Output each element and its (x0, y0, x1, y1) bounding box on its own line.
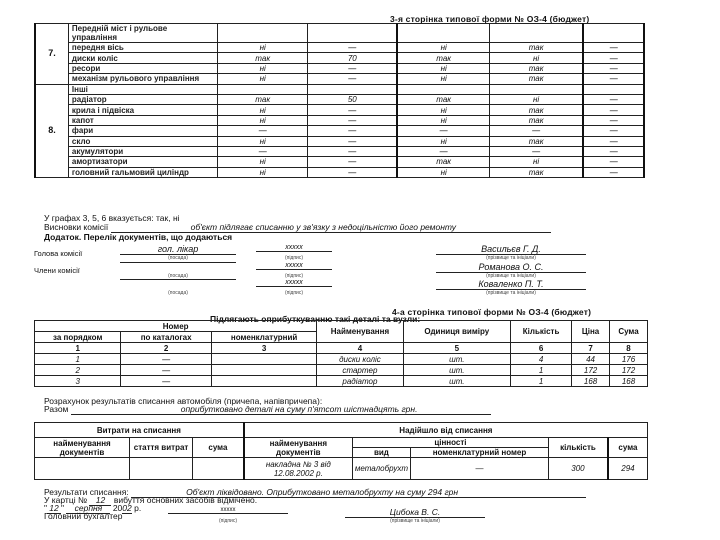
parts-row (35, 376, 648, 387)
inc-nomen-header: номенклатурний номер (410, 448, 548, 458)
component-cell-c1: ні (218, 43, 308, 53)
col-header-sum: Сума (610, 321, 648, 343)
total-label: Разом (44, 404, 69, 414)
component-name: диски коліс (68, 53, 217, 63)
card-prefix: У картці № (44, 495, 88, 505)
disposal-row (35, 458, 648, 480)
component-cell-c4: так (489, 115, 583, 125)
component-cell-c4: так (489, 74, 583, 84)
col-number: 8 (610, 343, 648, 354)
component-name: радіатор (68, 94, 217, 104)
components-table (34, 23, 645, 178)
component-cell-c5: — (583, 53, 644, 63)
component-cell-c1: ні (218, 74, 308, 84)
exp-doc-header: найменування документів (35, 438, 130, 458)
component-cell-c4: так (489, 63, 583, 73)
inc-kind-header: вид (352, 448, 410, 458)
component-cell-c5: — (583, 94, 644, 104)
col-header-order: за порядком (35, 332, 121, 343)
component-name: Передній міст і рульове управління (68, 24, 217, 43)
parts-cell: 172 (572, 365, 610, 376)
component-cell-c4: так (489, 136, 583, 146)
card-suffix: вибуття основних засобів відмічено. (113, 495, 258, 505)
col-header-nomen: номенклатурний (211, 332, 316, 343)
col-number: 5 (403, 343, 510, 354)
component-cell-c4: ні (489, 157, 583, 167)
component-name: механізм рульового управління (68, 74, 217, 84)
parts-row (35, 365, 648, 376)
disposal-table (34, 422, 648, 480)
component-cell-c5 (583, 84, 644, 94)
component-row (35, 24, 644, 43)
col-number: 6 (511, 343, 572, 354)
parts-cell: — (121, 354, 212, 365)
component-cell-c2: — (308, 105, 398, 115)
inc-kind-cell: металобрухт (352, 458, 410, 480)
component-cell-c2 (308, 84, 398, 94)
signature-position-caption: (посада) (168, 273, 188, 279)
calc-label: Розрахунок результатів списання автомобіля (причепа, напівпричепа): (44, 396, 323, 406)
signature-name: Романова О. С. (436, 262, 586, 273)
component-cell-c3: ні (397, 74, 489, 84)
component-cell-c2: — (308, 63, 398, 73)
component-row (35, 84, 644, 94)
date-day: 12 (47, 503, 61, 514)
col-number: 1 (35, 343, 121, 354)
total-value: оприбутковано деталі на суму п'ятсот шістнадцять грн. (71, 404, 491, 415)
exp-article-cell (130, 458, 193, 480)
component-cell-c2: — (308, 115, 398, 125)
signature-sign: xxxxx (256, 279, 332, 287)
component-cell-c2: — (308, 43, 398, 53)
col-number: 2 (121, 343, 212, 354)
inc-nomen-cell: — (410, 458, 548, 480)
col-header-name: Найменування (317, 321, 403, 343)
date-year-prefix: 20 (112, 503, 123, 513)
component-row (35, 146, 644, 156)
component-cell-c1 (218, 84, 308, 94)
inc-doc-header: найменування документів (244, 438, 353, 458)
signature-position-caption: (посада) (168, 255, 188, 261)
component-cell-c5: — (583, 126, 644, 136)
exp-article-header: стаття витрат (130, 438, 193, 458)
component-name: фари (68, 126, 217, 136)
component-name: акумулятори (68, 146, 217, 156)
note-text: У графах 3, 5, 6 вказується: так, ні (44, 213, 180, 223)
conclusion-label: Висновки комісії (44, 222, 109, 232)
expenses-header: Витрати на списання (35, 423, 244, 438)
col-number: 7 (572, 343, 610, 354)
inc-qty-cell: 300 (548, 458, 607, 480)
component-cell-c3: ні (397, 105, 489, 115)
component-cell-c3 (397, 84, 489, 94)
component-cell-c5: — (583, 167, 644, 177)
component-row (35, 157, 644, 167)
component-cell-c3: так (397, 94, 489, 104)
parts-row (35, 354, 648, 365)
inc-qty-header: кількість (548, 438, 607, 458)
component-name: ресори (68, 63, 217, 73)
component-cell-c4: ні (489, 53, 583, 63)
component-cell-c4: ні (489, 94, 583, 104)
component-cell-c4: так (489, 43, 583, 53)
component-cell-c3: ні (397, 115, 489, 125)
component-cell-c5: — (583, 105, 644, 115)
members-label: Члени комісії (34, 266, 80, 275)
component-row (35, 136, 644, 146)
component-cell-c3 (397, 24, 489, 43)
conclusion-value: об'єкт підлягає списанню у зв'язку з недоцільністю його ремонту (111, 222, 551, 233)
component-cell-c2: — (308, 74, 398, 84)
component-name: головний гальмовий циліндр (68, 167, 217, 177)
parts-cell: шт. (403, 376, 510, 387)
component-cell-c3: — (397, 126, 489, 136)
parts-cell: — (121, 376, 212, 387)
component-cell-c4: так (489, 167, 583, 177)
component-cell-c2: — (308, 136, 398, 146)
parts-cell: шт. (403, 354, 510, 365)
signature-name-caption: (прізвище та ініціали) (486, 255, 536, 261)
results-label: Результати списання: (44, 487, 129, 497)
parts-cell: 2 (35, 365, 121, 376)
number-header: Номер (35, 321, 317, 332)
parts-cell (211, 365, 316, 376)
component-cell-c3: ні (397, 63, 489, 73)
component-row (35, 105, 644, 115)
signature-position: гол. лікар (120, 244, 236, 255)
signature-name-caption: (прізвище та ініціали) (486, 273, 536, 279)
col-header-unit: Одиниця виміру (403, 321, 510, 343)
component-row (35, 94, 644, 104)
group-number: 8. (35, 84, 68, 178)
accountant-name: Цибока В. С. (345, 507, 485, 518)
component-cell-c1: ні (218, 105, 308, 115)
component-cell-c1: — (218, 126, 308, 136)
component-cell-c5: — (583, 115, 644, 125)
component-row (35, 115, 644, 125)
component-cell-c4: — (489, 126, 583, 136)
page3-header: 3-я сторінка типової форми № ОЗ-4 (бюджет) (390, 14, 590, 24)
parts-cell: диски коліс (317, 354, 403, 365)
parts-cell: 4 (511, 354, 572, 365)
component-name: капот (68, 115, 217, 125)
values-header: цінності (352, 438, 548, 448)
total-row (44, 404, 491, 415)
results-value: Об'єкт ліквідовано. Оприбутковано металобрухту на суму 294 грн (131, 487, 586, 498)
date-year-suffix: 02 (122, 503, 132, 513)
component-cell-c4: — (489, 146, 583, 156)
component-cell-c2: — (308, 146, 398, 156)
attachment-text: Додаток. Перелік документів, що додаються (44, 232, 233, 242)
col-header-qty: Кількість (511, 321, 572, 343)
parts-cell: — (121, 365, 212, 376)
exp-sum-header: сума (193, 438, 244, 458)
date-month: серпня (66, 503, 110, 514)
card-number: 12 (89, 495, 111, 506)
accountant-label: Головний бухгалтер (44, 511, 123, 521)
accountant-sign: xxxxx (168, 507, 288, 514)
inc-sum-cell: 294 (608, 458, 648, 480)
component-cell-c2: 50 (308, 94, 398, 104)
component-cell-c3: ні (397, 43, 489, 53)
component-cell-c2: — (308, 157, 398, 167)
component-cell-c1: ні (218, 115, 308, 125)
group-number: 7. (35, 24, 68, 85)
component-cell-c3: так (397, 157, 489, 167)
parts-cell: 168 (572, 376, 610, 387)
component-row (35, 63, 644, 73)
component-row (35, 167, 644, 177)
col-number: 3 (211, 343, 316, 354)
component-row (35, 53, 644, 63)
component-cell-c5: — (583, 43, 644, 53)
component-name: крила і підвіска (68, 105, 217, 115)
parts-cell: шт. (403, 365, 510, 376)
component-cell-c1: ні (218, 136, 308, 146)
signature-sign-caption: (підпис) (284, 255, 304, 261)
component-cell-c1: ні (218, 63, 308, 73)
parts-cell: 172 (610, 365, 648, 376)
component-name: Інші (68, 84, 217, 94)
parts-table (34, 320, 648, 387)
component-cell-c1: ні (218, 157, 308, 167)
inc-sum-header: сума (608, 438, 648, 458)
component-cell-c3: так (397, 53, 489, 63)
col-number: 4 (317, 343, 403, 354)
component-cell-c1: — (218, 146, 308, 156)
signature-sign: xxxxx (256, 262, 332, 270)
component-cell-c3: — (397, 146, 489, 156)
parts-cell: 3 (35, 376, 121, 387)
component-cell-c4: так (489, 105, 583, 115)
component-cell-c5 (583, 24, 644, 43)
signature-name: Васильєв Г. Д. (436, 244, 586, 255)
date-year-unit: р. (134, 503, 142, 513)
parts-cell: 44 (572, 354, 610, 365)
component-cell-c1: так (218, 94, 308, 104)
parts-cell: 1 (35, 354, 121, 365)
component-cell-c1: так (218, 53, 308, 63)
signature-name-caption: (прізвище та ініціали) (486, 290, 536, 296)
component-row (35, 126, 644, 136)
exp-sum-cell (193, 458, 244, 480)
parts-cell: 1 (511, 365, 572, 376)
component-cell-c4 (489, 24, 583, 43)
component-cell-c5: — (583, 136, 644, 146)
parts-cell: 168 (610, 376, 648, 387)
accountant-name-caption: (прізвище та ініціали) (390, 518, 440, 524)
component-name: передня вісь (68, 43, 217, 53)
component-cell-c5: — (583, 74, 644, 84)
component-cell-c2 (308, 24, 398, 43)
parts-cell: стартер (317, 365, 403, 376)
component-cell-c1 (218, 24, 308, 43)
component-row (35, 43, 644, 53)
parts-cell: 176 (610, 354, 648, 365)
signature-position (120, 279, 236, 280)
accountant-sign-caption: (підпис) (218, 518, 238, 524)
component-name: скло (68, 136, 217, 146)
signature-position (120, 262, 236, 263)
income-header: Надійшло від списання (244, 423, 648, 438)
parts-cell (211, 376, 316, 387)
signature-sign: xxxxx (256, 244, 332, 252)
chair-label: Голова комісії (34, 249, 83, 258)
col-header-price: Ціна (572, 321, 610, 343)
date-row: " 12 " серпня 2002 р. (44, 503, 142, 513)
parts-title: Підлягають оприбуткуванню такі деталі та вузли: (210, 314, 421, 324)
component-cell-c3: ні (397, 167, 489, 177)
signature-name: Коваленко П. Т. (436, 279, 586, 290)
component-cell-c2: 70 (308, 53, 398, 63)
page4-header: 4-а сторінка типової форми № ОЗ-4 (бюджет) (392, 307, 592, 317)
component-cell-c5: — (583, 63, 644, 73)
component-cell-c4 (489, 84, 583, 94)
col-header-catalog: по каталогах (121, 332, 212, 343)
inc-doc-cell: накладна № 3 від 12.08.2002 р. (244, 458, 353, 480)
signature-position-caption: (посада) (168, 290, 188, 296)
signature-sign-caption: (підпис) (284, 290, 304, 296)
component-name: амортизатори (68, 157, 217, 167)
component-cell-c5: — (583, 157, 644, 167)
component-cell-c2: — (308, 126, 398, 136)
component-row (35, 74, 644, 84)
signature-sign-caption: (підпис) (284, 273, 304, 279)
parts-cell: радіатор (317, 376, 403, 387)
exp-doc-cell (35, 458, 130, 480)
component-cell-c1: ні (218, 167, 308, 177)
component-cell-c3: ні (397, 136, 489, 146)
parts-cell (211, 354, 316, 365)
parts-cell: 1 (511, 376, 572, 387)
component-cell-c2: — (308, 167, 398, 177)
component-cell-c5: — (583, 146, 644, 156)
